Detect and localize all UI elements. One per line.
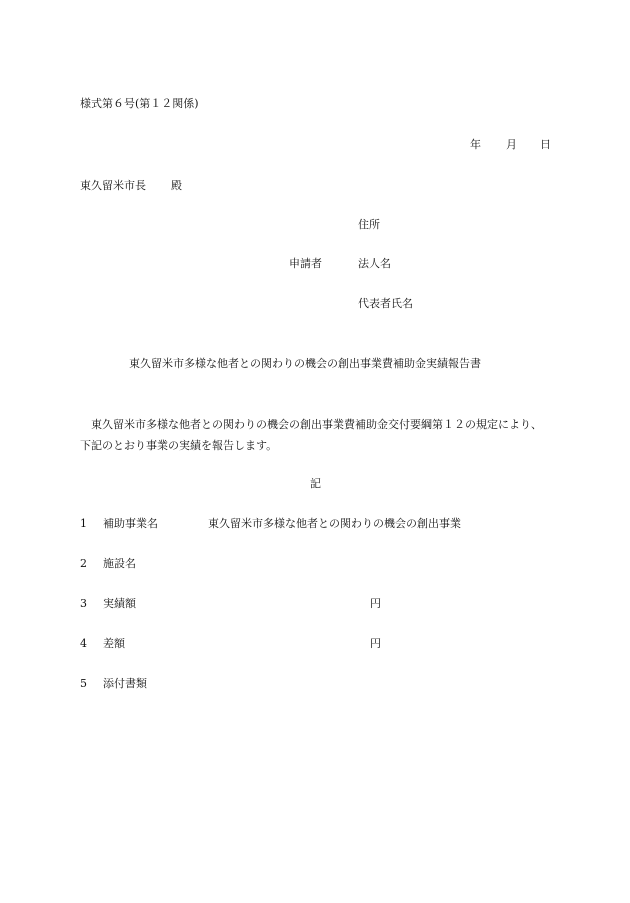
applicant-label: 申請者 [289,257,322,270]
item-label-facility-name: 施設名 [103,557,136,570]
item-value-difference-yen: 円 [370,637,381,650]
date-day-label: 日 [540,138,551,151]
item-label-difference: 差額 [103,637,125,650]
item-number: 1 [80,517,87,530]
ki-heading: 記 [310,477,321,490]
date-year-label: 年 [470,138,481,151]
item-label-attachments: 添付書類 [103,677,147,690]
item-label-actual-amount: 実績額 [103,597,136,610]
item-number: 4 [80,637,87,650]
item-value-subsidy-project: 東久留米市多様な他者との関わりの機会の創出事業 [208,517,461,530]
addressee-name: 東久留米市長 [80,179,146,192]
item-label-subsidy-project: 補助事業名 [103,517,158,530]
item-number: 2 [80,557,87,570]
item-number: 3 [80,597,87,610]
item-value-actual-amount-yen: 円 [370,597,381,610]
address-label: 住所 [358,218,380,231]
body-paragraph: 東久留米市多様な他者との関わりの機会の創出事業費補助金交付要綱第１２の規定により、下記のとおり事業の実績を報告します。 [80,418,542,452]
form-number: 様式第６号(第１２関係) [80,97,199,110]
document-title: 東久留米市多様な他者との関わりの機会の創出事業費補助金実績報告書 [129,357,481,370]
item-number: 5 [80,677,87,690]
representative-name-label: 代表者氏名 [358,297,413,310]
corporation-name-label: 法人名 [358,257,391,270]
addressee-honorific: 殿 [171,179,182,192]
date-month-label: 月 [506,138,517,151]
